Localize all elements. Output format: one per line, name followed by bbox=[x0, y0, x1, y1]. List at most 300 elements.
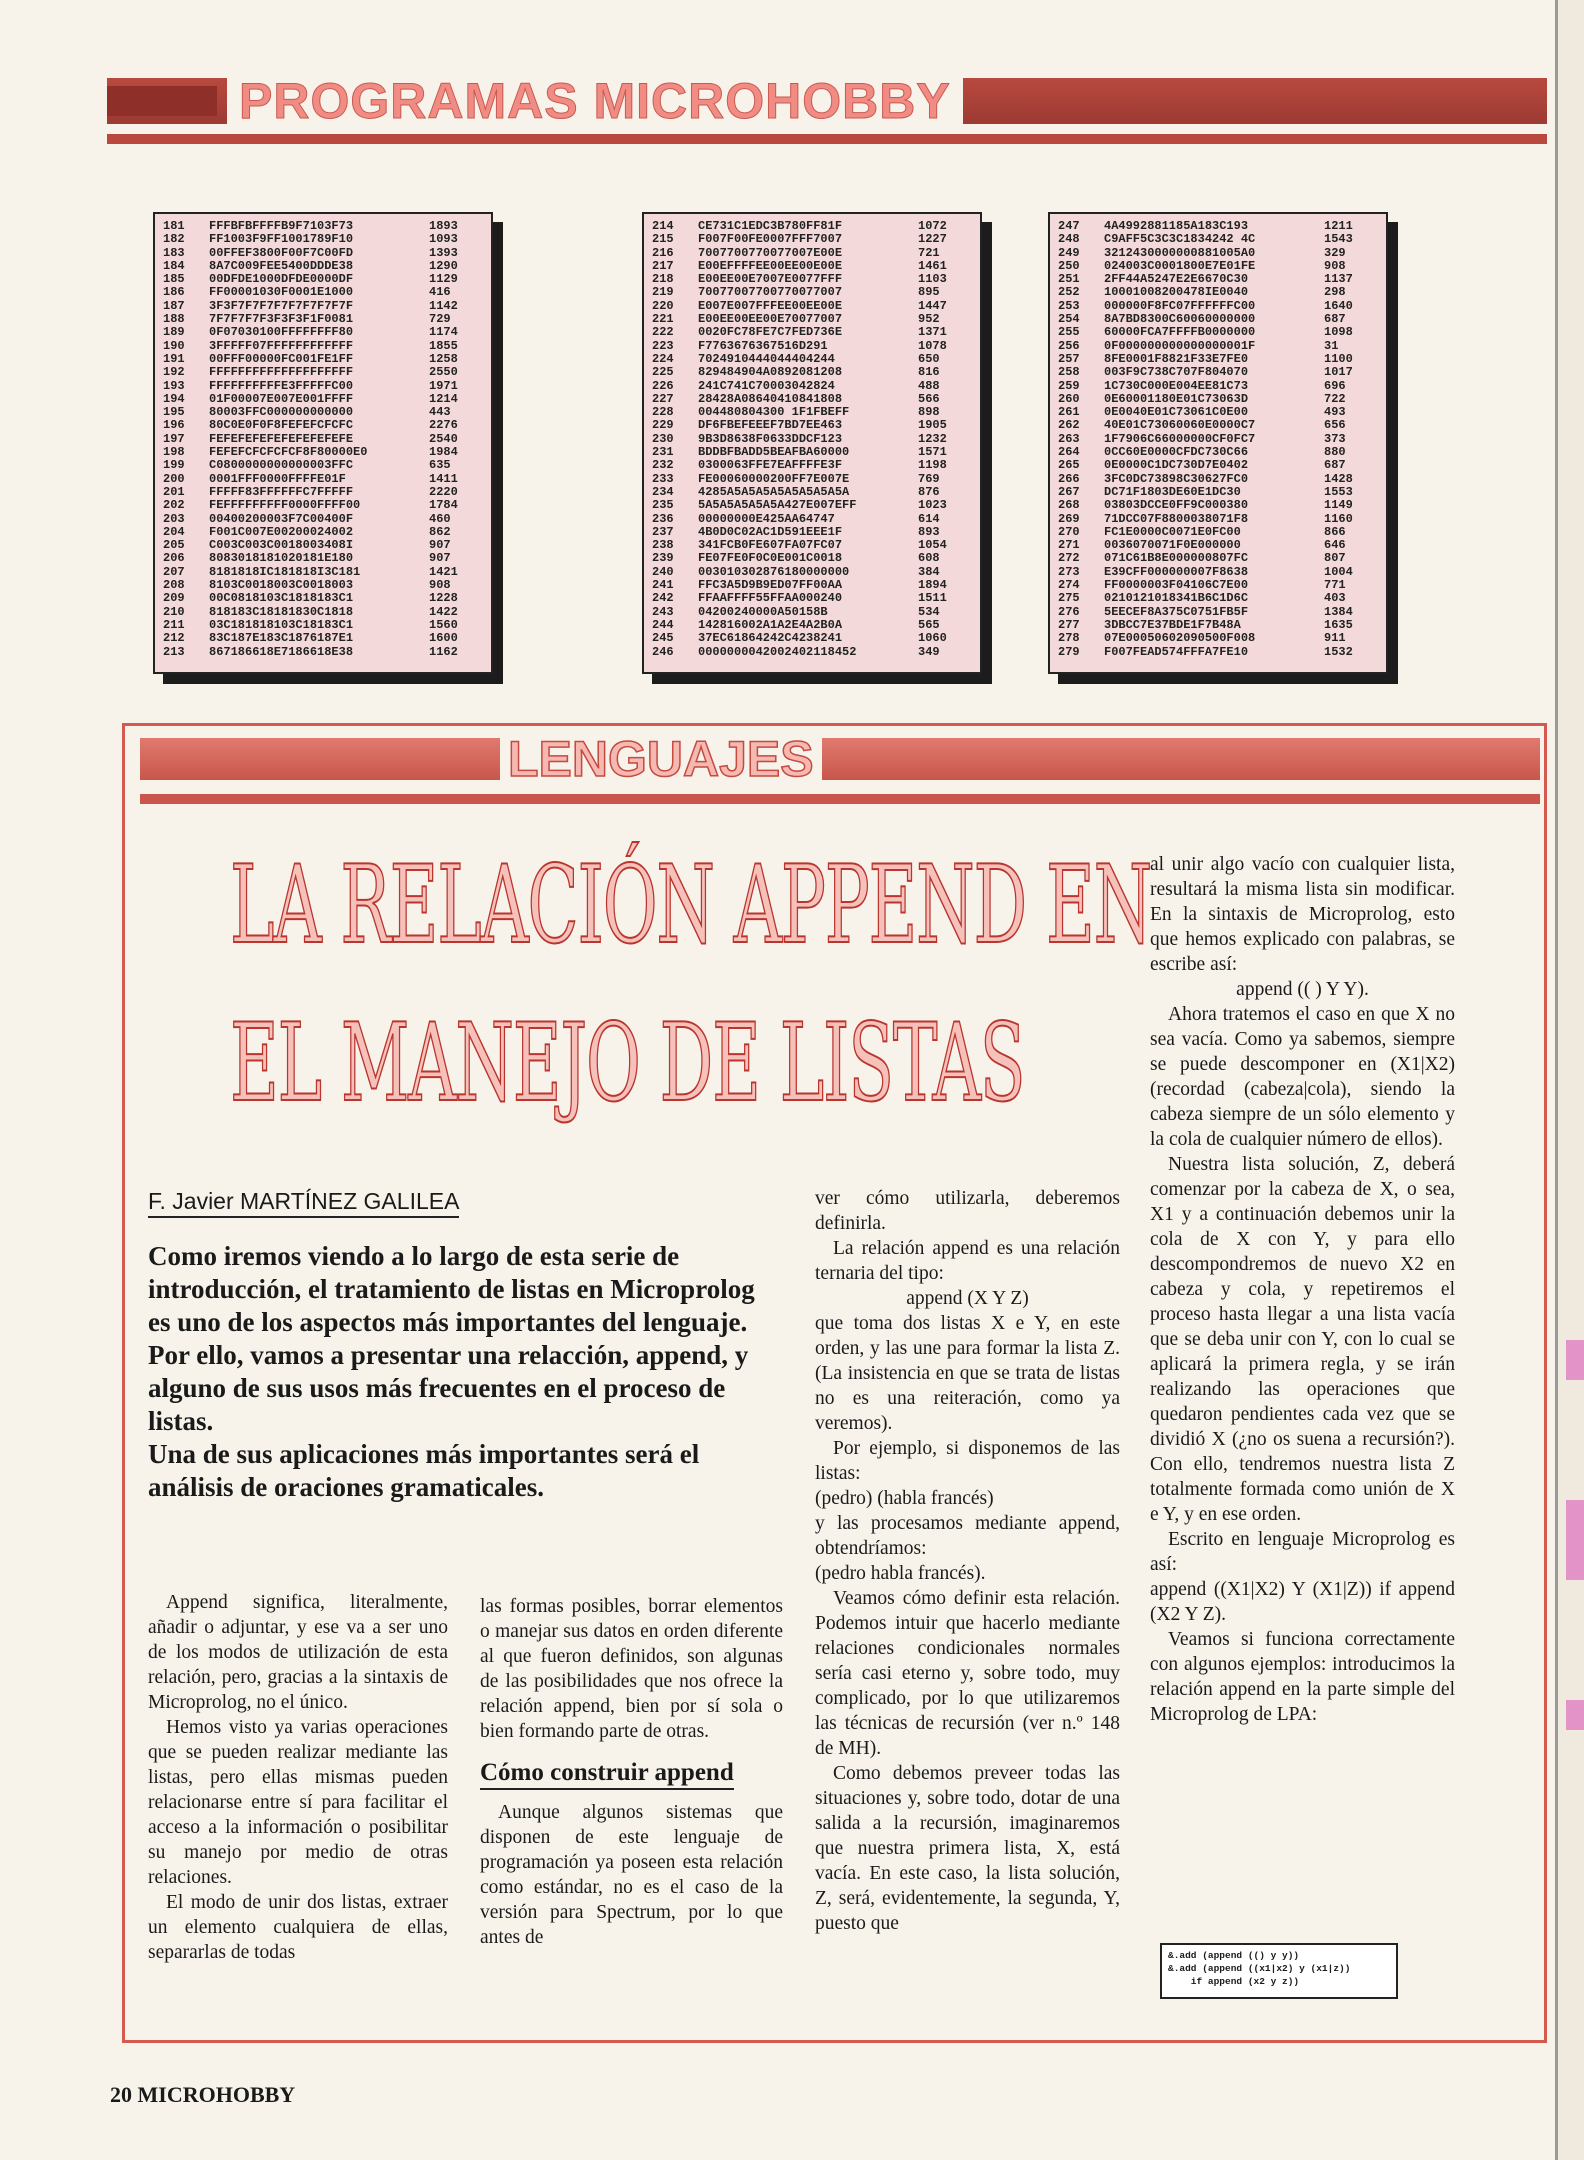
hex-data: 829484904A0892081208 bbox=[698, 365, 843, 380]
hex-row bbox=[652, 340, 972, 353]
checksum: 1371 bbox=[918, 325, 947, 340]
checksum: 614 bbox=[918, 511, 940, 526]
line-number: 198 bbox=[163, 445, 185, 460]
hex-row bbox=[1058, 552, 1378, 565]
hex-data: F7763676367516D291 bbox=[698, 338, 828, 353]
hex-data: 10001008200478IE0040 bbox=[1104, 285, 1249, 300]
body-paragraph: La relación append es una relación ternaria del tipo: bbox=[815, 1238, 1120, 1284]
checksum: 687 bbox=[1324, 312, 1346, 327]
line-number: 191 bbox=[163, 351, 185, 366]
line-number: 219 bbox=[652, 285, 674, 300]
line-number: 246 bbox=[652, 644, 674, 659]
hex-data: 024003C0001800E7E01FE bbox=[1104, 258, 1256, 273]
checksum: 862 bbox=[429, 524, 451, 539]
hex-data: 5A5A5A5A5A5A427E007EFF bbox=[698, 498, 857, 513]
checksum: 1023 bbox=[918, 498, 947, 513]
hex-row bbox=[163, 353, 483, 366]
hex-data: 00C0818103C1818183C1 bbox=[209, 591, 354, 606]
checksum: 898 bbox=[918, 405, 940, 420]
body-paragraph: Como debemos preveer todas las situaciones y, sobre todo, dotar de una salida a la recursión, imaginaremos que nuestra primera lista, X, está vacía. En este caso, la lista solución, Z, será, evidentemente, la segunda, Y, puesto que bbox=[815, 1763, 1120, 1934]
line-number: 267 bbox=[1058, 484, 1080, 499]
checksum: 488 bbox=[918, 378, 940, 393]
hex-data: BDDBFBADD5BEAFBA60000 bbox=[698, 445, 850, 460]
line-number: 268 bbox=[1058, 498, 1080, 513]
checksum: 650 bbox=[918, 351, 940, 366]
hex-row bbox=[1058, 526, 1378, 539]
line-number: 204 bbox=[163, 524, 185, 539]
hex-data: 71DCC07F8800038071F8 bbox=[1104, 511, 1249, 526]
hex-data: 142816002A1A2E4A2B0A bbox=[698, 617, 843, 632]
checksum: 1421 bbox=[429, 564, 458, 579]
line-number: 190 bbox=[163, 338, 185, 353]
hex-data: F007F00FE0007FFF7007 bbox=[698, 232, 843, 247]
body-paragraph: ver cómo utilizarla, deberemos definirla. bbox=[815, 1188, 1120, 1234]
hex-row bbox=[652, 539, 972, 552]
hex-data: 0300063FFE7EAFFFFE3F bbox=[698, 458, 843, 473]
checksum: 1149 bbox=[1324, 498, 1353, 513]
checksum: 1290 bbox=[429, 258, 458, 273]
hex-data: 0F07030100FFFFFFFF80 bbox=[209, 325, 354, 340]
line-number: 193 bbox=[163, 378, 185, 393]
hex-data: F007FEAD574FFFA7FE10 bbox=[1104, 644, 1249, 659]
checksum: 1162 bbox=[429, 644, 458, 659]
body-paragraph: y las procesamos mediante append, obtendríamos: bbox=[815, 1513, 1120, 1559]
checksum: 1893 bbox=[429, 219, 458, 233]
hex-data: 00000000E425AA64747 bbox=[698, 511, 835, 526]
hex-data: FE00060000200FF7E007E bbox=[698, 471, 850, 486]
line-number: 251 bbox=[1058, 272, 1080, 287]
body-paragraph: Nuestra lista solución, Z, deberá comenzar por la cabeza de X, o sea, X1 y a continuación debemos unir la cola de X con Y, y para ello descompondremos de nuevo X2 en cabeza y cola, y repetiremos el proceso hasta llegar a una lista vacía que se deba unir con Y, con lo cual se aplicará la primera regla, y se irán realizando las operaciones que quedaron pendientes cada vez que se dividió X (¿no os suena a recursión?). Con ello, tendremos nuestra lista Z totalmente formada como unión de X e Y, y en ese orden. bbox=[1150, 1154, 1455, 1525]
checksum: 1098 bbox=[1324, 325, 1353, 340]
hex-data: 004480804300 1F1FBEFF bbox=[698, 405, 850, 420]
line-number: 182 bbox=[163, 232, 185, 247]
hex-row bbox=[652, 552, 972, 565]
line-number: 276 bbox=[1058, 604, 1080, 619]
hex-data: 01F00007E007E001FFFF bbox=[209, 391, 354, 406]
hex-row bbox=[163, 406, 483, 419]
checksum: 907 bbox=[429, 551, 451, 566]
checksum: 416 bbox=[429, 285, 451, 300]
body-column-1 bbox=[148, 1590, 448, 1965]
line-number: 275 bbox=[1058, 591, 1080, 606]
line-number: 229 bbox=[652, 418, 674, 433]
hex-data: FEFEFCFCFCFCF8F80000E0 bbox=[209, 445, 368, 460]
hex-dump-panel-1 bbox=[153, 212, 493, 674]
hex-data: 83C187E183C1876187E1 bbox=[209, 631, 354, 646]
hex-data: 37EC61864242C4238241 bbox=[698, 631, 843, 646]
line-number: 202 bbox=[163, 498, 185, 513]
line-number: 236 bbox=[652, 511, 674, 526]
hex-data: 00FFEF3800F00F7C00FD bbox=[209, 245, 354, 260]
hex-data: 003010302876180000000 bbox=[698, 564, 850, 579]
hex-row bbox=[163, 459, 483, 472]
hex-row bbox=[163, 526, 483, 539]
checksum: 1258 bbox=[429, 351, 458, 366]
hex-row bbox=[163, 499, 483, 512]
checksum: 1054 bbox=[918, 538, 947, 553]
hex-data: 4B0D0C02AC1D591EEE1F bbox=[698, 524, 843, 539]
line-number: 253 bbox=[1058, 298, 1080, 313]
line-number: 211 bbox=[163, 617, 185, 632]
hex-row bbox=[163, 286, 483, 299]
hex-row bbox=[1058, 606, 1378, 619]
hex-row bbox=[652, 247, 972, 260]
hex-row bbox=[1058, 446, 1378, 459]
hex-row bbox=[652, 566, 972, 579]
hex-row bbox=[1058, 380, 1378, 393]
line-number: 201 bbox=[163, 484, 185, 499]
section-label: LENGUAJES bbox=[500, 732, 822, 786]
hex-row bbox=[163, 486, 483, 499]
hex-row bbox=[1058, 247, 1378, 260]
banner-block bbox=[107, 86, 217, 116]
checksum: 807 bbox=[1324, 551, 1346, 566]
hex-data: FEFFFFFFFFF0000FFFF00 bbox=[209, 498, 361, 513]
hex-row bbox=[652, 233, 972, 246]
body-paragraph: (pedro habla francés). bbox=[815, 1563, 986, 1584]
checksum: 2220 bbox=[429, 484, 458, 499]
section-banner bbox=[107, 73, 1547, 129]
hex-row bbox=[1058, 286, 1378, 299]
checksum: 1784 bbox=[429, 498, 458, 513]
checksum: 656 bbox=[1324, 418, 1346, 433]
line-number: 225 bbox=[652, 365, 674, 380]
checksum: 911 bbox=[1324, 631, 1346, 646]
hex-row bbox=[163, 592, 483, 605]
checksum: 908 bbox=[429, 578, 451, 593]
line-number: 244 bbox=[652, 617, 674, 632]
checksum: 721 bbox=[918, 245, 940, 260]
hex-row bbox=[163, 220, 483, 233]
hex-row bbox=[652, 526, 972, 539]
checksum: 893 bbox=[918, 524, 940, 539]
checksum: 769 bbox=[918, 471, 940, 486]
line-number: 187 bbox=[163, 298, 185, 313]
hex-data: E00EE00EE00E70077007 bbox=[698, 312, 843, 327]
hex-row bbox=[652, 366, 972, 379]
line-number: 247 bbox=[1058, 219, 1080, 233]
hex-row bbox=[163, 340, 483, 353]
checksum: 1532 bbox=[1324, 644, 1353, 659]
checksum: 1174 bbox=[429, 325, 458, 340]
line-number: 271 bbox=[1058, 538, 1080, 553]
checksum: 771 bbox=[1324, 578, 1346, 593]
checksum: 952 bbox=[918, 312, 940, 327]
checksum: 1447 bbox=[918, 298, 947, 313]
checksum: 687 bbox=[1324, 458, 1346, 473]
line-number: 252 bbox=[1058, 285, 1080, 300]
checksum: 1227 bbox=[918, 232, 947, 247]
hex-data: FFFFFFFFFFE3FFFFFC00 bbox=[209, 378, 354, 393]
line-number: 230 bbox=[652, 431, 674, 446]
hex-row bbox=[652, 459, 972, 472]
checksum: 907 bbox=[429, 538, 451, 553]
line-number: 206 bbox=[163, 551, 185, 566]
body-paragraph: El modo de unir dos listas, extraer un elemento cualquiera de ellas, separarlas de todas bbox=[148, 1892, 448, 1963]
hex-data: C003C003C0018003408I bbox=[209, 538, 354, 553]
line-number: 207 bbox=[163, 564, 185, 579]
line-number: 255 bbox=[1058, 325, 1080, 340]
hex-data: 0E60001180E01C73063D bbox=[1104, 391, 1249, 406]
hex-row bbox=[652, 579, 972, 592]
line-number: 234 bbox=[652, 484, 674, 499]
hex-data: 0F000000000000000001F bbox=[1104, 338, 1256, 353]
checksum: 608 bbox=[918, 551, 940, 566]
hex-row bbox=[1058, 499, 1378, 512]
line-number: 266 bbox=[1058, 471, 1080, 486]
checksum: 646 bbox=[1324, 538, 1346, 553]
line-number: 261 bbox=[1058, 405, 1080, 420]
hex-row bbox=[163, 579, 483, 592]
hex-row bbox=[652, 393, 972, 406]
hex-row bbox=[652, 286, 972, 299]
hex-row bbox=[1058, 366, 1378, 379]
line-number: 277 bbox=[1058, 617, 1080, 632]
hex-row bbox=[163, 473, 483, 486]
hex-data: E00EE00E7007E0077FFF bbox=[698, 272, 843, 287]
hex-data: 03803DCCE0FF9C000380 bbox=[1104, 498, 1249, 513]
checksum: 1428 bbox=[1324, 471, 1353, 486]
hex-row bbox=[652, 300, 972, 313]
body-paragraph: (pedro) (habla francés) bbox=[815, 1488, 994, 1509]
hex-data: E39CFF000000007F8638 bbox=[1104, 564, 1249, 579]
hex-data: 00400200003F7C00400F bbox=[209, 511, 354, 526]
body-column-2 bbox=[480, 1594, 783, 1950]
checksum: 1393 bbox=[429, 245, 458, 260]
hex-data: FFFFF83FFFFFFC7FFFFF bbox=[209, 484, 354, 499]
hex-row bbox=[652, 380, 972, 393]
hex-row bbox=[652, 473, 972, 486]
line-number: 232 bbox=[652, 458, 674, 473]
line-number: 186 bbox=[163, 285, 185, 300]
checksum: 1384 bbox=[1324, 604, 1353, 619]
code-inline: append (X Y Z) bbox=[906, 1288, 1029, 1309]
hex-row bbox=[652, 260, 972, 273]
checksum: 403 bbox=[1324, 591, 1346, 606]
line-number: 195 bbox=[163, 405, 185, 420]
hex-row bbox=[163, 380, 483, 393]
line-number: 185 bbox=[163, 272, 185, 287]
hex-row bbox=[163, 260, 483, 273]
hex-row bbox=[652, 499, 972, 512]
hex-row bbox=[652, 326, 972, 339]
checksum: 1004 bbox=[1324, 564, 1353, 579]
line-number: 223 bbox=[652, 338, 674, 353]
line-number: 217 bbox=[652, 258, 674, 273]
line-number: 263 bbox=[1058, 431, 1080, 446]
line-number: 262 bbox=[1058, 418, 1080, 433]
hex-data: 7F7F7F7F3F3F3F1F0081 bbox=[209, 312, 354, 327]
hex-data: 818183C18181830C1818 bbox=[209, 604, 354, 619]
hex-row bbox=[1058, 459, 1378, 472]
hex-data: 8103C0018003C0018003 bbox=[209, 578, 354, 593]
checksum: 1635 bbox=[1324, 617, 1353, 632]
body-paragraph: Escrito en lenguaje Microprolog es así: bbox=[1150, 1529, 1455, 1575]
lede-paragraph: Como iremos viendo a lo largo de esta serie de introducción, el tratamiento de listas en Microprolog es uno de los aspectos más importantes del lenguaje. bbox=[148, 1241, 755, 1337]
line-number: 203 bbox=[163, 511, 185, 526]
checksum: 566 bbox=[918, 391, 940, 406]
code-line: &.add (append ((x1|x2) y (x1|z)) bbox=[1168, 1963, 1351, 1974]
hex-data: FF00001030F0001E1000 bbox=[209, 285, 354, 300]
hex-data: FC1E0000C0071E0FC00 bbox=[1104, 524, 1241, 539]
hex-row bbox=[1058, 220, 1378, 233]
line-number: 278 bbox=[1058, 631, 1080, 646]
line-number: 242 bbox=[652, 591, 674, 606]
hex-data: 40E01C73060060E0000C7 bbox=[1104, 418, 1256, 433]
line-number: 237 bbox=[652, 524, 674, 539]
hex-data: 7024910444044404244 bbox=[698, 351, 835, 366]
checksum: 722 bbox=[1324, 391, 1346, 406]
hex-data: 2FF44A5247E2E6670C30 bbox=[1104, 272, 1249, 287]
hex-data: 80003FFC000000000000 bbox=[209, 405, 354, 420]
hex-data: 8083018181020181E180 bbox=[209, 551, 354, 566]
hex-data: 60000FCA7FFFFB0000000 bbox=[1104, 325, 1256, 340]
line-number: 196 bbox=[163, 418, 185, 433]
hex-row bbox=[163, 419, 483, 432]
line-number: 215 bbox=[652, 232, 674, 247]
checksum: 895 bbox=[918, 285, 940, 300]
checksum: 298 bbox=[1324, 285, 1346, 300]
checksum: 1553 bbox=[1324, 484, 1353, 499]
hex-data: 0210121018341B6C1D6C bbox=[1104, 591, 1249, 606]
hex-row bbox=[163, 632, 483, 645]
line-number: 194 bbox=[163, 391, 185, 406]
checksum: 1543 bbox=[1324, 232, 1353, 247]
hex-data: 3212430000000881005A0 bbox=[1104, 245, 1256, 260]
hex-data: 8FE0001F8821F33E7FE0 bbox=[1104, 351, 1249, 366]
line-number: 214 bbox=[652, 219, 674, 233]
hex-row bbox=[1058, 433, 1378, 446]
line-number: 248 bbox=[1058, 232, 1080, 247]
hex-row bbox=[1058, 513, 1378, 526]
hex-row bbox=[652, 646, 972, 659]
line-number: 212 bbox=[163, 631, 185, 646]
hex-data: FFAAFFFF55FFAA000240 bbox=[698, 591, 843, 606]
line-number: 189 bbox=[163, 325, 185, 340]
line-number: 270 bbox=[1058, 524, 1080, 539]
section-title: PROGRAMAS MICROHOBBY bbox=[227, 74, 963, 128]
hex-row bbox=[163, 539, 483, 552]
checksum: 1198 bbox=[918, 458, 947, 473]
line-number: 257 bbox=[1058, 351, 1080, 366]
body-column-4 bbox=[1150, 852, 1455, 1727]
hex-row bbox=[652, 486, 972, 499]
hex-data: 70077007700770077007 bbox=[698, 285, 843, 300]
checksum: 1984 bbox=[429, 445, 458, 460]
hex-row bbox=[163, 513, 483, 526]
line-number: 256 bbox=[1058, 338, 1080, 353]
hex-row bbox=[1058, 406, 1378, 419]
checksum: 1511 bbox=[918, 591, 947, 606]
hex-data: 00DFDE1000DFDE0000DF bbox=[209, 272, 354, 287]
hex-row bbox=[1058, 340, 1378, 353]
line-number: 210 bbox=[163, 604, 185, 619]
hex-row bbox=[1058, 419, 1378, 432]
hex-data: FFFFFFFFFFFFFFFFFFFF bbox=[209, 365, 354, 380]
hex-row bbox=[163, 433, 483, 446]
hex-row bbox=[1058, 619, 1378, 632]
checksum: 1072 bbox=[918, 219, 947, 233]
checksum: 384 bbox=[918, 564, 940, 579]
checksum: 1560 bbox=[429, 617, 458, 632]
hex-data: 0001FFF0000FFFFE01F bbox=[209, 471, 346, 486]
line-number: 227 bbox=[652, 391, 674, 406]
code-listing-box bbox=[1160, 1943, 1398, 1999]
hex-dump-panel-2 bbox=[642, 212, 982, 674]
hex-row bbox=[652, 513, 972, 526]
checksum: 635 bbox=[429, 458, 451, 473]
line-number: 240 bbox=[652, 564, 674, 579]
checksum: 2540 bbox=[429, 431, 458, 446]
hex-row bbox=[652, 606, 972, 619]
hex-data: 4285A5A5A5A5A5A5A5A5A bbox=[698, 484, 850, 499]
checksum: 565 bbox=[918, 617, 940, 632]
checksum: 1228 bbox=[429, 591, 458, 606]
checksum: 1211 bbox=[1324, 219, 1353, 233]
hex-row bbox=[1058, 326, 1378, 339]
hex-row bbox=[163, 646, 483, 659]
lede-paragraph: Una de sus aplicaciones más importantes será el análisis de oraciones gramaticales. bbox=[148, 1439, 700, 1502]
line-number: 188 bbox=[163, 312, 185, 327]
line-number: 238 bbox=[652, 538, 674, 553]
checksum: 1640 bbox=[1324, 298, 1353, 313]
hex-data: CE731C1EDC3B780FF81F bbox=[698, 219, 843, 233]
line-number: 249 bbox=[1058, 245, 1080, 260]
line-number: 192 bbox=[163, 365, 185, 380]
checksum: 880 bbox=[1324, 445, 1346, 460]
line-number: 239 bbox=[652, 551, 674, 566]
checksum: 866 bbox=[1324, 524, 1346, 539]
checksum: 1060 bbox=[918, 631, 947, 646]
line-number: 221 bbox=[652, 312, 674, 327]
line-number: 233 bbox=[652, 471, 674, 486]
checksum: 349 bbox=[918, 644, 940, 659]
hex-row bbox=[1058, 592, 1378, 605]
body-paragraph: Append significa, literalmente, añadir o adjuntar, y ese va a ser uno de los modos de utilización de esta relación, pero, gracias a la sintaxis de Microprolog, no el único. bbox=[148, 1592, 448, 1713]
hex-row bbox=[163, 446, 483, 459]
hex-data: 0020FC78FE7C7FED736E bbox=[698, 325, 843, 340]
line-number: 181 bbox=[163, 219, 185, 233]
checksum: 2550 bbox=[429, 365, 458, 380]
hex-data: 0E0040E01C73061C0E00 bbox=[1104, 405, 1249, 420]
hex-row bbox=[1058, 579, 1378, 592]
body-paragraph: Hemos visto ya varias operaciones que se pueden realizar mediante las listas, pero ellas mismas pueden relacionarse entre sí para facilitar el acceso a la información o posibilitar su manejo por medio de otras relaciones. bbox=[148, 1717, 448, 1888]
line-number: 218 bbox=[652, 272, 674, 287]
article-lede bbox=[148, 1240, 783, 1504]
hex-data: 4A4992881185A183C193 bbox=[1104, 219, 1249, 233]
article-title-line-1: LA RELACIÓN APPEND EN bbox=[230, 843, 1152, 968]
hex-row bbox=[163, 393, 483, 406]
line-number: 226 bbox=[652, 378, 674, 393]
hex-data: 0036070071F0E000000 bbox=[1104, 538, 1241, 553]
hex-row bbox=[652, 433, 972, 446]
hex-row bbox=[1058, 473, 1378, 486]
author-byline: F. Javier MARTÍNEZ GALILEA bbox=[148, 1188, 459, 1218]
line-number: 208 bbox=[163, 578, 185, 593]
hex-data: 8181818IC181818I3C181 bbox=[209, 564, 361, 579]
margin-tab bbox=[1566, 1700, 1584, 1730]
hex-data: 28428A08640410841808 bbox=[698, 391, 843, 406]
hex-data: FEFEFEFEFEFEFEFEFEFE bbox=[209, 431, 354, 446]
hex-data: 3FC0DC73898C30627FC0 bbox=[1104, 471, 1249, 486]
hex-data: 00FFF00000FC001FE1FF bbox=[209, 351, 354, 366]
hex-data: FF0000003F04106C7E00 bbox=[1104, 578, 1249, 593]
hex-data: 0CC60E0000CFDC730C66 bbox=[1104, 445, 1249, 460]
checksum: 1214 bbox=[429, 391, 458, 406]
line-number: 224 bbox=[652, 351, 674, 366]
line-number: 209 bbox=[163, 591, 185, 606]
checksum: 1093 bbox=[429, 232, 458, 247]
